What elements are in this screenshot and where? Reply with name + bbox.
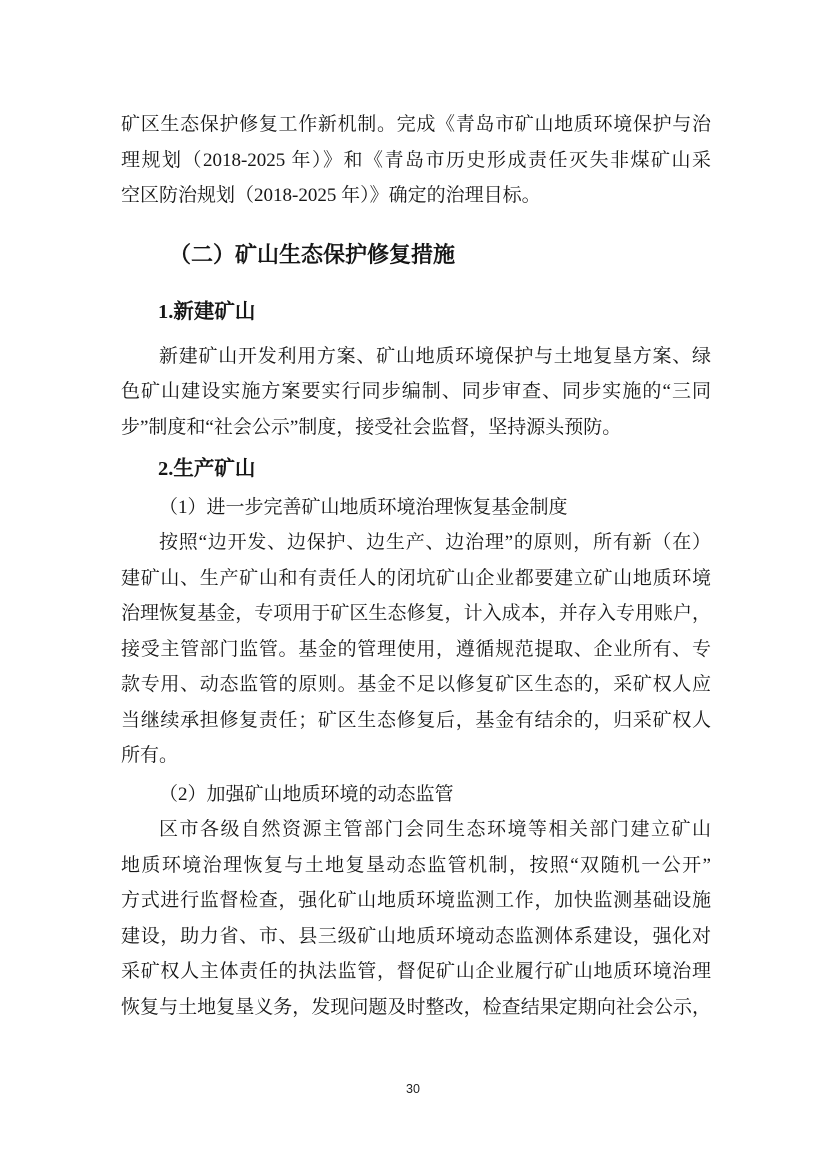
text-line: （1）进一步完善矿山地质环境治理恢复基金制度: [159, 496, 568, 518]
text-line: 空区防治规划（2018-2025 年）》确定的治理目标。: [121, 185, 541, 206]
text-line: 新建矿山开发利用方案、矿山地质环境保护与土地复垦方案、绿: [159, 345, 711, 367]
text-line: （二）矿山生态保护修复措施: [169, 241, 456, 267]
text-line: （2）加强矿山地质环境的动态监管: [159, 783, 454, 805]
text-line: 1.新建矿山: [158, 301, 256, 323]
text-line: 治理恢复基金，专项用于矿区生态修复，计入成本，并存入专用账户，: [121, 603, 711, 624]
text-line: 款专用、动态监管的原则。基金不足以修复矿区生态的，采矿权人应: [121, 674, 711, 695]
page-number: 30: [406, 1082, 420, 1096]
text-line: 建设，助力省、市、县三级矿山地质环境动态监测体系建设，强化对: [121, 925, 711, 947]
text-line: 所有。: [121, 745, 179, 766]
paragraph-fund-system: [121, 525, 711, 774]
text-line: 步”制度和“社会公示”制度，接受社会监督，坚持源头预防。: [121, 416, 622, 438]
text-line: 理规划（2018-2025 年）》和《青岛市历史形成责任灭失非煤矿山采: [121, 149, 711, 171]
paragraph-new-mines: [121, 339, 711, 446]
text-line: 接受主管部门监管。基金的管理使用，遵循规范提取、企业所有、专: [121, 638, 711, 660]
paragraph-treatment-goals: [121, 107, 711, 214]
section-heading-2: [121, 237, 711, 273]
text-line: 采矿权人主体责任的执法监管，督促矿山企业履行矿山地质环境治理: [121, 961, 711, 982]
text-line: 方式进行监督检查，强化矿山地质环境监测工作，加快监测基础设施: [121, 890, 711, 911]
item-heading-fund-system: [121, 490, 711, 526]
text-line: 矿区生态保护修复工作新机制。完成《青岛市矿山地质环境保护与治: [121, 114, 711, 135]
text-line: 当继续承担修复责任；矿区生态修复后，基金有结余的，归采矿权人: [121, 709, 711, 731]
subsection-heading-producing-mines: [121, 452, 711, 488]
text-line: 区市各级自然资源主管部门会同生态环境等相关部门建立矿山: [159, 819, 711, 840]
text-line: 色矿山建设实施方案要实行同步编制、同步审查、同步实施的“三同: [121, 381, 711, 402]
document-content: [121, 107, 711, 1025]
item-heading-dynamic-supervision: [121, 777, 711, 813]
text-line: 恢复与土地复垦义务，发现问题及时整改，检查结果定期向社会公示，: [121, 996, 711, 1018]
subsection-heading-new-mines: [121, 295, 711, 331]
text-line: 建矿山、生产矿山和有责任人的闭坑矿山企业都要建立矿山地质环境: [121, 567, 711, 589]
paragraph-dynamic-supervision: [121, 812, 711, 1025]
text-line: 按照“边开发、边保护、边生产、边治理”的原则，所有新（在）: [159, 532, 711, 553]
text-line: 地质环境治理恢复与土地复垦动态监管机制，按照“双随机一公开”: [121, 854, 711, 876]
text-line: 2.生产矿山: [158, 458, 256, 480]
